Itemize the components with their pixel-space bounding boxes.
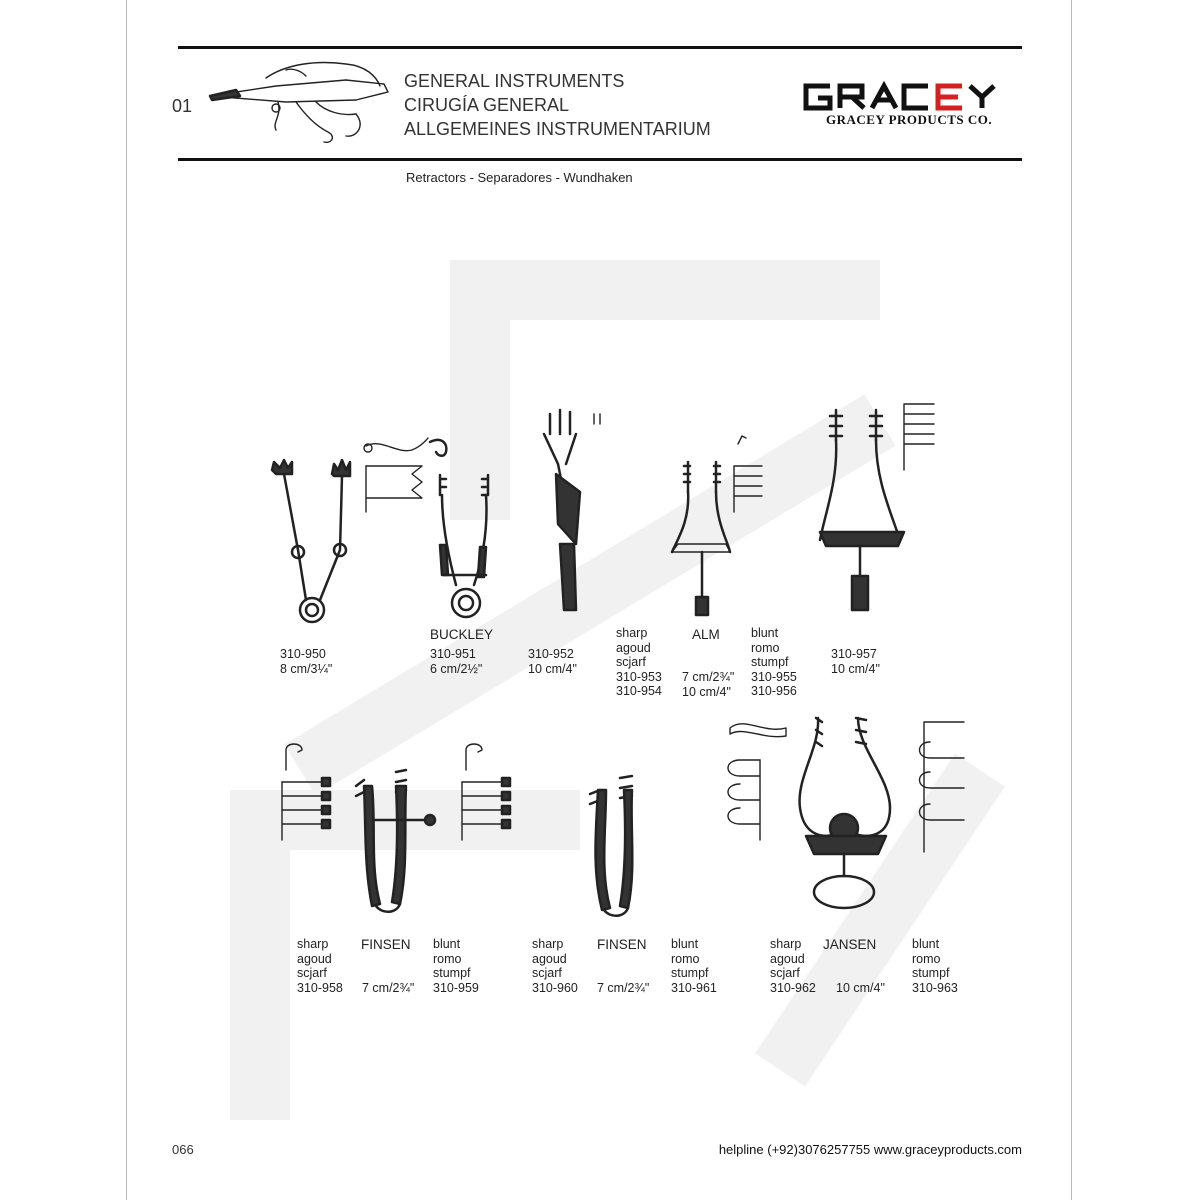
code-310-961: 310-961 <box>671 980 717 995</box>
size-310-950: 8 cm/3¼" <box>280 661 333 676</box>
finsen-sharp-blade-detail <box>272 740 338 850</box>
label-310-950 <box>280 647 332 676</box>
retractor-alm-image <box>666 432 766 622</box>
jansen-sharp-blade-detail <box>720 710 790 850</box>
label-finsen2-sharp <box>532 937 578 995</box>
name-finsen-1: FINSEN <box>361 937 411 952</box>
f2-blunt-es: romo <box>671 951 700 966</box>
footer-page-number: 066 <box>172 1142 194 1157</box>
f1-sharp-en: sharp <box>297 937 329 951</box>
label-finsen1-blunt <box>433 937 479 995</box>
section-subtitle: Retractors - Separadores - Wundhaken <box>406 170 633 185</box>
retractor-310-950-image <box>262 450 362 630</box>
j-sharp-de: scjarf <box>770 966 800 980</box>
alm-sharp-en: sharp <box>616 626 648 640</box>
retractor-finsen-310-958-image <box>346 766 446 926</box>
brand-subtitle: GRACEY PRODUCTS CO. <box>826 112 993 127</box>
code-310-958: 310-958 <box>297 980 343 995</box>
name-jansen: JANSEN <box>823 937 877 952</box>
size-finsen-1: 7 cm/2¾" <box>362 981 415 995</box>
retractor-310-952-image <box>536 404 606 616</box>
name-alm: ALM <box>692 627 720 642</box>
label-finsen1-sharp <box>297 937 343 995</box>
header-top-rule <box>178 46 1022 49</box>
size-310-957: 10 cm/4" <box>831 661 880 676</box>
j-sharp-es: agoud <box>770 951 805 966</box>
code-310-955: 310-955 <box>751 669 797 684</box>
label-310-957 <box>831 647 880 676</box>
alm-sharp-es: agoud <box>616 640 651 655</box>
size-jansen: 10 cm/4" <box>836 981 885 995</box>
label-310-951 <box>430 647 482 676</box>
f2-blunt-en: blunt <box>671 937 699 951</box>
code-310-962: 310-962 <box>770 980 816 995</box>
section-number: 01 <box>172 96 193 116</box>
f2-sharp-es: agoud <box>532 951 567 966</box>
size-310-951: 6 cm/2½" <box>430 661 483 676</box>
j-blunt-en: blunt <box>912 937 940 951</box>
retractor-310-957-image <box>808 400 938 616</box>
retractor-310-951-buckley-image <box>430 465 500 625</box>
size-finsen-2: 7 cm/2¾" <box>597 981 650 995</box>
alm-blunt-de: stumpf <box>751 655 789 669</box>
header-bottom-rule <box>178 158 1022 161</box>
code-310-953: 310-953 <box>616 669 662 684</box>
retractor-finsen-310-960-image <box>570 770 660 930</box>
jansen-blunt-blade-detail <box>910 712 966 852</box>
f1-sharp-de: scjarf <box>297 966 327 980</box>
title-allgemeines: ALLGEMEINES INSTRUMENTARIUM <box>404 119 711 139</box>
f2-sharp-de: scjarf <box>532 966 562 980</box>
code-310-957: 310-957 <box>831 647 877 661</box>
f1-blunt-de: stumpf <box>433 966 471 980</box>
alm-size-10: 10 cm/4" <box>682 684 731 699</box>
code-310-954: 310-954 <box>616 684 662 698</box>
j-sharp-en: sharp <box>770 937 802 951</box>
f1-blunt-en: blunt <box>433 937 461 951</box>
alm-sharp-de: scjarf <box>616 655 646 669</box>
size-310-952: 10 cm/4" <box>528 661 577 676</box>
name-buckley: BUCKLEY <box>430 627 494 642</box>
alm-blunt-es: romo <box>751 640 780 655</box>
label-310-952 <box>528 647 577 676</box>
alm-size-7: 7 cm/2¾" <box>682 670 735 684</box>
j-blunt-de: stumpf <box>912 966 950 980</box>
code-310-952: 310-952 <box>528 647 574 661</box>
label-jansen-blunt <box>912 937 958 995</box>
f1-blunt-es: romo <box>433 951 462 966</box>
j-blunt-es: romo <box>912 951 941 966</box>
label-alm-sizes <box>682 670 734 699</box>
title-general-instruments: GENERAL INSTRUMENTS <box>404 71 625 91</box>
finsen-blunt-blade-detail-1 <box>452 740 518 850</box>
code-310-960: 310-960 <box>532 980 578 995</box>
retractor-jansen-image <box>786 708 916 928</box>
label-alm-sharp <box>616 626 662 699</box>
f2-blunt-de: stumpf <box>671 966 709 980</box>
f2-sharp-en: sharp <box>532 937 564 951</box>
title-cirugia-general: CIRUGÍA GENERAL <box>404 95 570 115</box>
label-alm-blunt <box>751 626 797 699</box>
code-310-963: 310-963 <box>912 980 958 995</box>
footer-contact: helpline (+92)3076257755 www.graceyproducts.com <box>718 1142 1022 1157</box>
code-310-959: 310-959 <box>433 980 479 995</box>
hand-scalpel-illustration <box>206 56 396 152</box>
code-310-951: 310-951 <box>430 647 476 661</box>
label-finsen2-blunt <box>671 937 717 995</box>
code-310-956: 310-956 <box>751 684 797 698</box>
label-jansen-sharp <box>770 937 816 995</box>
f1-sharp-es: agoud <box>297 951 332 966</box>
alm-blunt-en: blunt <box>751 626 779 640</box>
name-finsen-2: FINSEN <box>597 937 647 952</box>
code-310-950: 310-950 <box>280 647 326 661</box>
